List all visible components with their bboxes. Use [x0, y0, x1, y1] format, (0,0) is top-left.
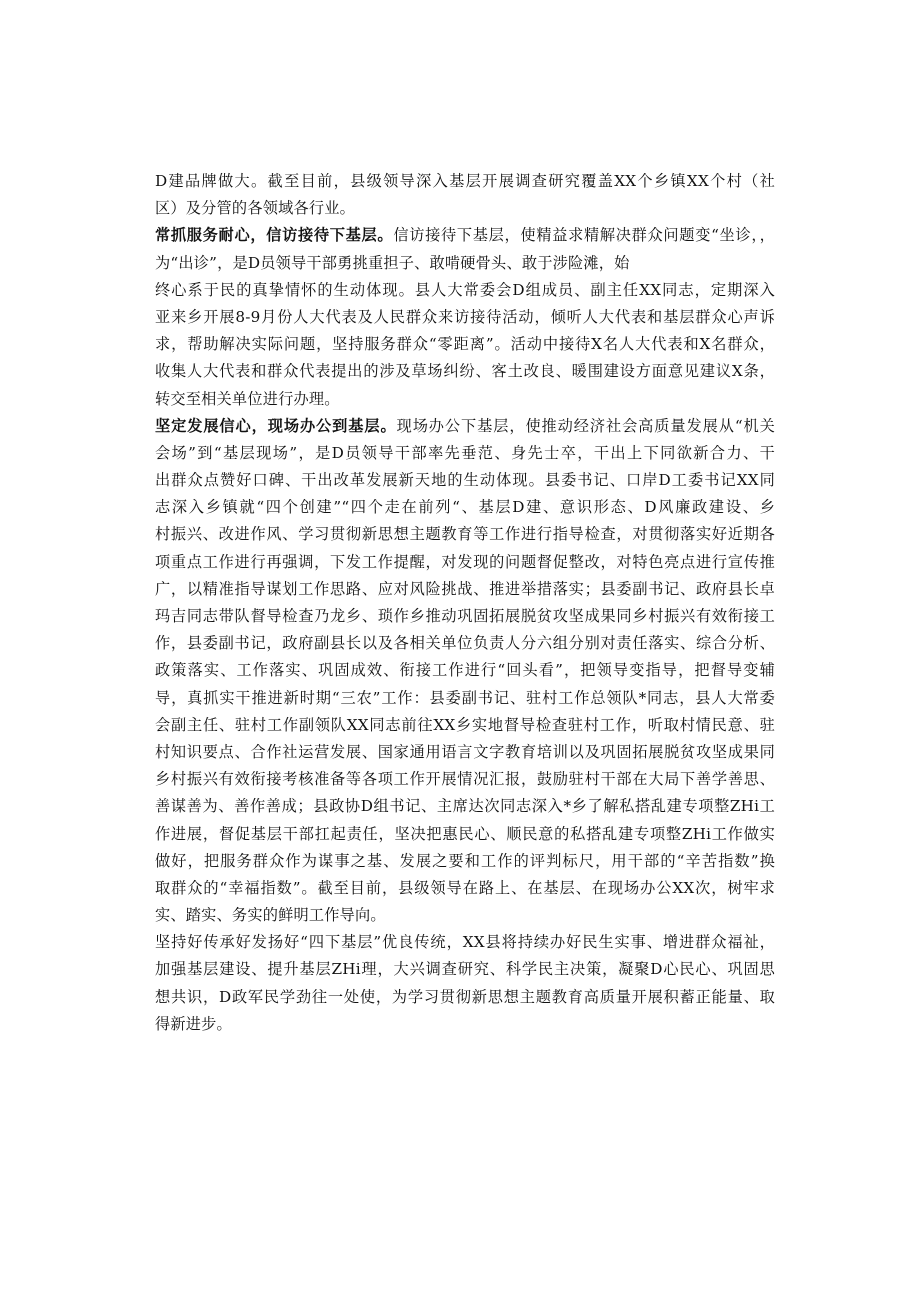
text-line: 收集人大代表和群众代表提出的涉及草场纠纷、客土改良、暖围建设方面意见建议X条， [155, 362, 775, 381]
document-page [155, 168, 775, 1038]
text-line: 求，帮助解决实际问题，坚持服务群众“零距离”。活动中接待X名人大代表和X名群众， [155, 335, 775, 354]
text-line: 会副主任、驻村工作副领队XX同志前往XX乡实地督导检查驻村工作，听取村情民意、驻 [155, 715, 775, 734]
text-line: 出群众点赞好口碑、干出改革发展新天地的生动体现。县委书记、口岸D工委书记XX同 [155, 471, 775, 490]
text-line: 乡村振兴有效衔接考核准备等各项工作开展情况汇报，鼓励驻村干部在大局下善学善思、 [155, 770, 775, 789]
text-line: D建品牌做大。截至目前，县级领导深入基层开展调查研究覆盖XX个乡镇XX个村（社 [155, 172, 775, 190]
text-line: 作进展，督促基层干部扛起责任，坚决把惠民心、顺民意的私搭乱建专项整ZHi工作做实 [155, 824, 775, 843]
text-line: 会场”到“基层现场”，是D员领导干部率先垂范、身先士卒，干出上下同欲新合力、干 [155, 443, 775, 462]
text-line: 村振兴、改进作风、学习贯彻新思想主题教育等工作进行指导检查，对贯彻落实好近期各 [155, 525, 775, 544]
paragraph-heading: 常抓服务耐心，信访接待下基层。 [155, 226, 394, 245]
text-line: 作，县委副书记，政府副县长以及各相关单位负责人分六组分别对责任落实、综合分析、 [155, 634, 775, 653]
text-line: 村知识要点、合作社运营发展、国家通用语言文字教育培训以及巩固拓展脱贫攻坚成果同 [155, 742, 775, 761]
text-line: 区）及分管的各领域各行业。 [155, 199, 356, 218]
text-line: 广，以精准指导谋划工作思路、应对风险挑战、推进举措落实；县委副书记、政府县长卓 [155, 579, 775, 598]
text-line: 善谋善为、善作善成；县政协D组书记、主席达次同志深入*乡了解私搭乱建专项整ZHi工 [155, 797, 775, 816]
text-line: 做好，把服务群众作为谋事之基、发展之要和工作的评判标尺，用干部的“辛苦指数”换 [155, 851, 775, 870]
text-span: 信访接待下基层，使精益求精解决群众问题变“坐诊，， [393, 226, 776, 245]
text-line: 导，真抓实干推进新时期“三农”工作：县委副书记、驻村工作总领队*同志，县人大常委 [155, 688, 775, 707]
text-line: 志深入乡镇就“四个创建”“四个走在前列“、基层D建、意识形态、D风廉政建设、乡 [155, 498, 775, 517]
text-line: 玛吉同志带队督导检查乃龙乡、琐作乡推动巩固拓展脱贫攻坚成果同乡村振兴有效衔接工 [155, 607, 775, 625]
paragraph-4 [155, 929, 775, 1038]
text-line: 政策落实、工作落实、巩固成效、衔接工作进行“回头看”，把领导变指导，把督导变辅 [155, 661, 775, 680]
text-line: 实、踏实、务实的鲜明工作导向。 [155, 906, 386, 925]
text-line: 想共识，D政军民学劲往一处使，为学习贯彻新思想主题教育高质量开展积蓄正能量、取 [155, 987, 775, 1006]
paragraph-2 [155, 222, 775, 412]
text-span: 现场办公下基层，使推动经济社会高质量发展从“机关 [396, 416, 775, 435]
text-line: 为“出诊”，是D员领导干部勇挑重担子、敢啃硬骨头、敢于涉险滩，始 [155, 253, 630, 272]
text-line: 坚持好传承好发扬好“四下基层”优良传统，XX县将持续办好民生实事、增进群众福祉， [155, 933, 775, 952]
text-line: 转交至相关单位进行办理。 [155, 389, 340, 408]
paragraph-heading: 坚定发展信心，现场办公到基层。 [155, 416, 397, 435]
paragraph-3 [155, 413, 775, 930]
text-line: 取群众的“幸福指数”。截至目前，县级领导在路上、在基层、在现场办公XX次，树牢求 [155, 878, 775, 897]
text-line: 亚来乡开展8-9月份人大代表及人民群众来访接待活动，倾听人大代表和基层群众心声诉 [155, 307, 775, 326]
text-line [155, 222, 775, 249]
text-line [155, 413, 775, 440]
text-line: 加强基层建设、提升基层ZHi理，大兴调查研究、科学民主决策，凝聚D心民心、巩固思 [155, 960, 775, 979]
paragraph-1 [155, 168, 775, 222]
text-line: 得新进步。 [155, 1014, 232, 1033]
text-line: 项重点工作进行再强调，下发工作提醒，对发现的问题督促整改，对特色亮点进行宣传推 [155, 552, 775, 571]
text-line: 终心系于民的真挚情怀的生动体现。县人大常委会D组成员、副主任XX同志，定期深入 [155, 280, 775, 299]
